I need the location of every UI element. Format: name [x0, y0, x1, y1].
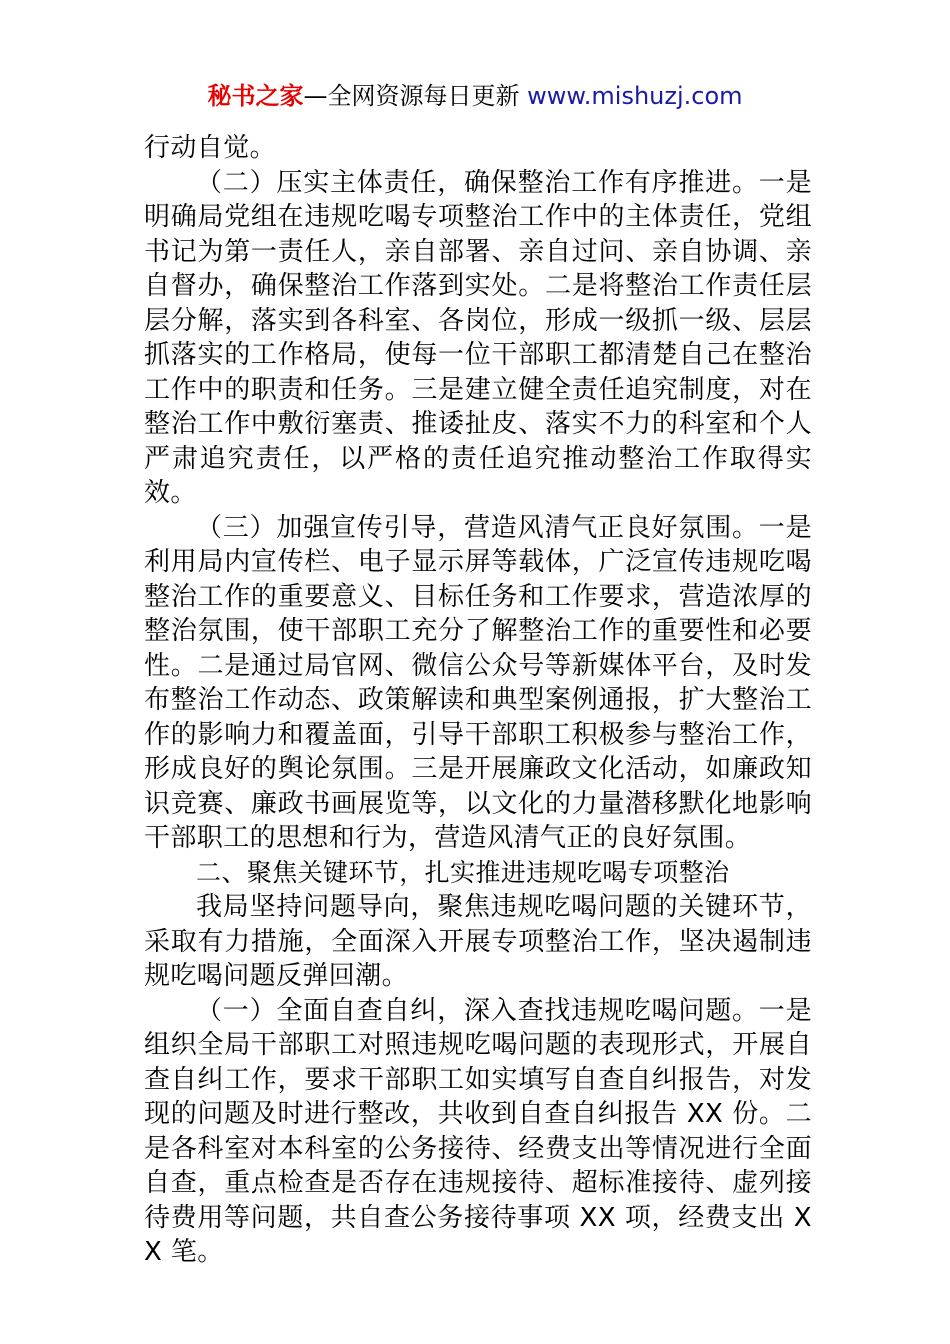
brand-name: 秘书之家	[207, 82, 304, 110]
document-body	[144, 131, 812, 1270]
paragraph-intro: 我局坚持问题导向，聚焦违规吃喝问题的关键环节，采取有力措施，全面深入开展专项整治工作，坚决遏制违规吃喝问题反弹回潮。	[144, 892, 812, 991]
page-header	[0, 80, 950, 112]
header-tagline: —全网资源每日更新	[303, 82, 520, 110]
paragraph-section-2-2: （二）压实主体责任，确保整治工作有序推进。一是明确局党组在违规吃喝专项整治工作中的主体责任，党组书记为第一责任人，亲自部署、亲自过问、亲自协调、亲自督办，确保整治工作落到实处。二是将整治工作责任层层分解，落实到各科室、各岗位，形成一级抓一级、层层抓落实的工作格局，使每一位干部职工都清楚自己在整治工作中的职责和任务。三是建立健全责任追究制度，对在整治工作中敷衍塞责、推诿扯皮、落实不力的科室和个人严肃追究责任，以严格的责任追究推动整治工作取得实效。	[144, 167, 812, 508]
section-heading: 二、聚焦关键环节，扎实推进违规吃喝专项整治	[196, 857, 730, 887]
paragraph-section-1: （一）全面自查自纠，深入查找违规吃喝问题。一是组织全局干部职工对照违规吃喝问题的表现形式，开展自查自纠工作，要求干部职工如实填写自查自纠报告，对发现的问题及时进行整改，共收到自查自纠报告 XX 份。二是各科室对本科室的公务接待、经费支出等情况进行全面自查，重点检查是否存在违规接待、超标准接待、虚列接待费用等问题，共自查公务接待事项 XX 项，经费支出 XX 笔。	[144, 995, 812, 1267]
paragraph-continuation: 行动自觉。	[144, 133, 277, 163]
site-url-link[interactable]: www.mishuzj.com	[527, 82, 743, 110]
paragraph-section-2-3: （三）加强宣传引导，营造风清气正良好氛围。一是利用局内宣传栏、电子显示屏等载体，广泛宣传违规吃喝整治工作的重要意义、目标任务和工作要求，营造浓厚的整治氛围，使干部职工充分了解整治工作的重要性和必要性。二是通过局官网、微信公众号等新媒体平台，及时发布整治工作动态、政策解读和典型案例通报，扩大整治工作的影响力和覆盖面，引导干部职工积极参与整治工作，形成良好的舆论氛围。三是开展廉政文化活动，如廉政知识竞赛、廉政书画展览等，以文化的力量潜移默化地影响干部职工的思想和行为，营造风清气正的良好氛围。	[144, 512, 812, 853]
